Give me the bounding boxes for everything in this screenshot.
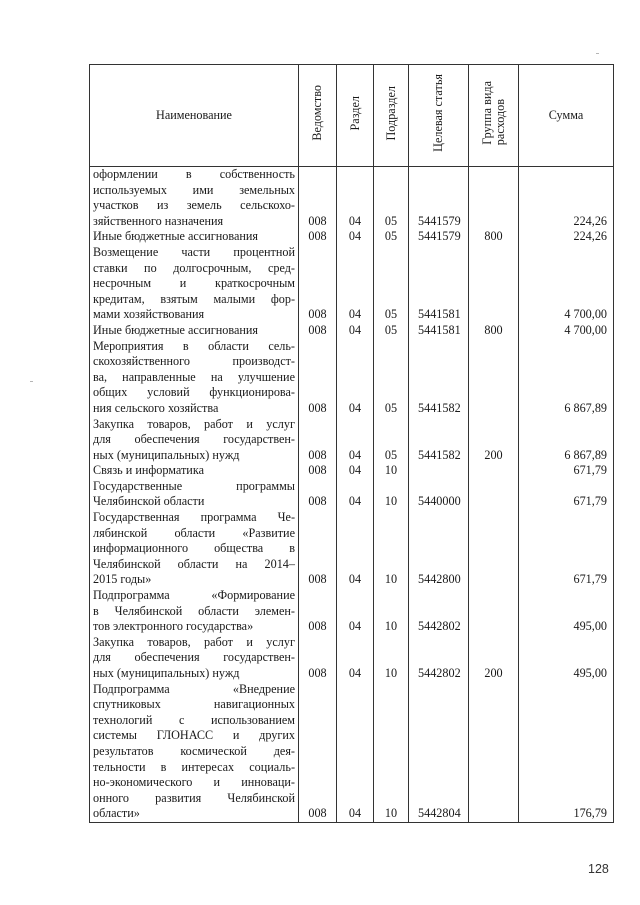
table-row [90, 167, 614, 230]
cell-razdel: 04 [337, 323, 374, 339]
margin-mark [596, 53, 599, 54]
header-celevaya-statya: Целевая статья [409, 65, 469, 167]
cell-vedomstvo: 008 [299, 167, 337, 230]
cell-gruppa: 800 [469, 323, 519, 339]
name-line: Подпрограмма «Внедрение [93, 681, 295, 696]
cell-razdel: 04 [337, 510, 374, 588]
cell-podrazdel: 05 [374, 245, 409, 323]
cell-razdel: 04 [337, 463, 374, 479]
cell-name [90, 229, 299, 245]
cell-vedomstvo: 008 [299, 417, 337, 464]
name-line: мами хозяйствования [93, 307, 205, 322]
cell-summa: 671,79 [519, 479, 614, 510]
name-line: но-экономического и инноваци- [93, 775, 295, 790]
cell-name [90, 682, 299, 823]
cell-podrazdel: 10 [374, 463, 409, 479]
name-line: лябинской области «Развитие [93, 525, 295, 540]
name-line: скохозяйственного производст- [93, 354, 295, 369]
name-line: ва, направленные на улучшение [93, 369, 295, 384]
name-line: онного развития Челябинской [93, 790, 295, 805]
cell-gruppa: 200 [469, 417, 519, 464]
cell-celevaya-statya: 5442802 [409, 588, 469, 635]
name-line: Челябинской области на 2014– [93, 556, 295, 571]
name-line: используемых ими земельных [93, 182, 295, 197]
name-line: тов электронного государства» [93, 619, 254, 634]
cell-gruppa: 200 [469, 635, 519, 682]
table-row [90, 323, 614, 339]
cell-podrazdel: 10 [374, 635, 409, 682]
table-body [90, 167, 614, 823]
table-row [90, 245, 614, 323]
cell-podrazdel: 05 [374, 229, 409, 245]
name-line: области» [93, 806, 140, 821]
cell-vedomstvo: 008 [299, 339, 337, 417]
cell-podrazdel: 10 [374, 510, 409, 588]
cell-podrazdel: 05 [374, 323, 409, 339]
table-header-row [90, 65, 614, 167]
cell-razdel: 04 [337, 339, 374, 417]
header-gruppa-line2: расходов [492, 98, 507, 146]
cell-celevaya-statya [409, 463, 469, 479]
header-razdel: Раздел [337, 65, 374, 167]
header-summa: Сумма [519, 65, 614, 167]
cell-name [90, 510, 299, 588]
cell-celevaya-statya: 5442804 [409, 682, 469, 823]
cell-celevaya-statya: 5441581 [409, 245, 469, 323]
name-line: ных (муниципальных) нужд [93, 666, 240, 680]
cell-razdel: 04 [337, 229, 374, 245]
cell-name [90, 588, 299, 635]
table-row [90, 635, 614, 682]
cell-summa: 671,79 [519, 463, 614, 479]
name-line: кредитам, взятым малыми фор- [93, 291, 295, 306]
cell-razdel: 04 [337, 479, 374, 510]
cell-vedomstvo: 008 [299, 463, 337, 479]
cell-celevaya-statya: 5441579 [409, 167, 469, 230]
cell-vedomstvo: 008 [299, 510, 337, 588]
name-line: информационного общества в [93, 541, 295, 556]
cell-gruppa [469, 510, 519, 588]
cell-summa: 495,00 [519, 588, 614, 635]
cell-name [90, 339, 299, 417]
table-row [90, 463, 614, 479]
cell-razdel: 04 [337, 245, 374, 323]
cell-razdel: 04 [337, 417, 374, 464]
cell-summa: 176,79 [519, 682, 614, 823]
cell-podrazdel: 10 [374, 479, 409, 510]
cell-vedomstvo: 008 [299, 635, 337, 682]
cell-gruppa [469, 479, 519, 510]
name-line: участков из земель сельскохо- [93, 198, 295, 213]
name-line: Челябинской области [93, 494, 205, 509]
name-line: Иные бюджетные ассигнования [93, 229, 259, 244]
name-line: для обеспечения государствен- [93, 650, 295, 665]
cell-name [90, 323, 299, 339]
table-row [90, 588, 614, 635]
name-line: Связь и информатика [93, 463, 204, 478]
cell-vedomstvo: 008 [299, 682, 337, 823]
cell-vedomstvo: 008 [299, 323, 337, 339]
name-line: 2015 годы» [93, 572, 152, 587]
name-line: Иные бюджетные ассигнования [93, 322, 259, 337]
cell-vedomstvo: 008 [299, 229, 337, 245]
name-line: ных (муниципальных) нужд [93, 447, 240, 462]
cell-summa: 6 867,89 [519, 339, 614, 417]
table-row [90, 510, 614, 588]
cell-name [90, 479, 299, 510]
cell-summa: 224,26 [519, 229, 614, 245]
name-line: технологий с использованием [93, 712, 295, 727]
cell-summa: 495,00 [519, 635, 614, 682]
cell-gruppa [469, 682, 519, 823]
cell-name [90, 417, 299, 464]
name-line: в Челябинской области элемен- [93, 603, 295, 618]
header-gruppa-vida-rashodov [469, 65, 519, 167]
name-line: Подпрограмма «Формирование [93, 588, 295, 603]
cell-gruppa [469, 463, 519, 479]
cell-summa: 6 867,89 [519, 417, 614, 464]
name-line: для обеспечения государствен- [93, 432, 295, 447]
cell-podrazdel: 05 [374, 339, 409, 417]
cell-podrazdel: 05 [374, 167, 409, 230]
cell-podrazdel: 10 [374, 588, 409, 635]
cell-gruppa: 800 [469, 229, 519, 245]
cell-podrazdel: 05 [374, 417, 409, 464]
name-line: Закупка товаров, работ и услуг [93, 416, 295, 431]
name-line: Государственная программа Че- [93, 510, 295, 525]
cell-celevaya-statya: 5441582 [409, 417, 469, 464]
budget-table [89, 64, 614, 823]
cell-name [90, 245, 299, 323]
cell-celevaya-statya: 5440000 [409, 479, 469, 510]
name-line: спутниковых навигационных [93, 697, 295, 712]
cell-name [90, 167, 299, 230]
table-row [90, 417, 614, 464]
name-line: Мероприятия в области сель- [93, 338, 295, 353]
cell-gruppa [469, 245, 519, 323]
name-line: оформлении в собственность [93, 167, 295, 181]
cell-razdel: 04 [337, 167, 374, 230]
name-line: тельности в интересах социаль- [93, 759, 295, 774]
cell-vedomstvo: 008 [299, 588, 337, 635]
cell-vedomstvo: 008 [299, 479, 337, 510]
cell-razdel: 04 [337, 635, 374, 682]
cell-summa: 224,26 [519, 167, 614, 230]
cell-celevaya-statya: 5441582 [409, 339, 469, 417]
cell-gruppa [469, 167, 519, 230]
cell-summa: 4 700,00 [519, 323, 614, 339]
cell-razdel: 04 [337, 682, 374, 823]
cell-name [90, 463, 299, 479]
name-line: общих условий функционирова- [93, 385, 295, 400]
header-podrazdel: Подраздел [374, 65, 409, 167]
table-row [90, 339, 614, 417]
name-line: ния сельского хозяйства [93, 400, 219, 415]
name-line: Закупка товаров, работ и услуг [93, 634, 295, 649]
cell-name [90, 635, 299, 682]
name-line: системы ГЛОНАСС и других [93, 728, 295, 743]
cell-celevaya-statya: 5442802 [409, 635, 469, 682]
cell-summa: 671,79 [519, 510, 614, 588]
cell-gruppa [469, 339, 519, 417]
cell-podrazdel: 10 [374, 682, 409, 823]
cell-celevaya-statya: 5441579 [409, 229, 469, 245]
cell-razdel: 04 [337, 588, 374, 635]
name-line: Возмещение части процентной [93, 244, 295, 259]
name-line: зяйственного назначения [93, 213, 224, 228]
page-number: 128 [588, 862, 609, 876]
margin-mark [30, 381, 33, 382]
header-name: Наименование [90, 65, 299, 167]
cell-vedomstvo: 008 [299, 245, 337, 323]
name-line: результатов космической дея- [93, 743, 295, 758]
cell-celevaya-statya: 5441581 [409, 323, 469, 339]
name-line: Государственные программы [93, 478, 295, 493]
header-vedomstvo: Ведомство [299, 65, 337, 167]
cell-gruppa [469, 588, 519, 635]
header-gruppa-line1: Группа вида [479, 81, 494, 146]
table-row [90, 682, 614, 823]
table-row [90, 479, 614, 510]
cell-celevaya-statya: 5442800 [409, 510, 469, 588]
name-line: несрочным и краткосрочным [93, 276, 295, 291]
name-line: ставки по долгосрочным, сред- [93, 260, 295, 275]
cell-summa: 4 700,00 [519, 245, 614, 323]
table-row [90, 229, 614, 245]
